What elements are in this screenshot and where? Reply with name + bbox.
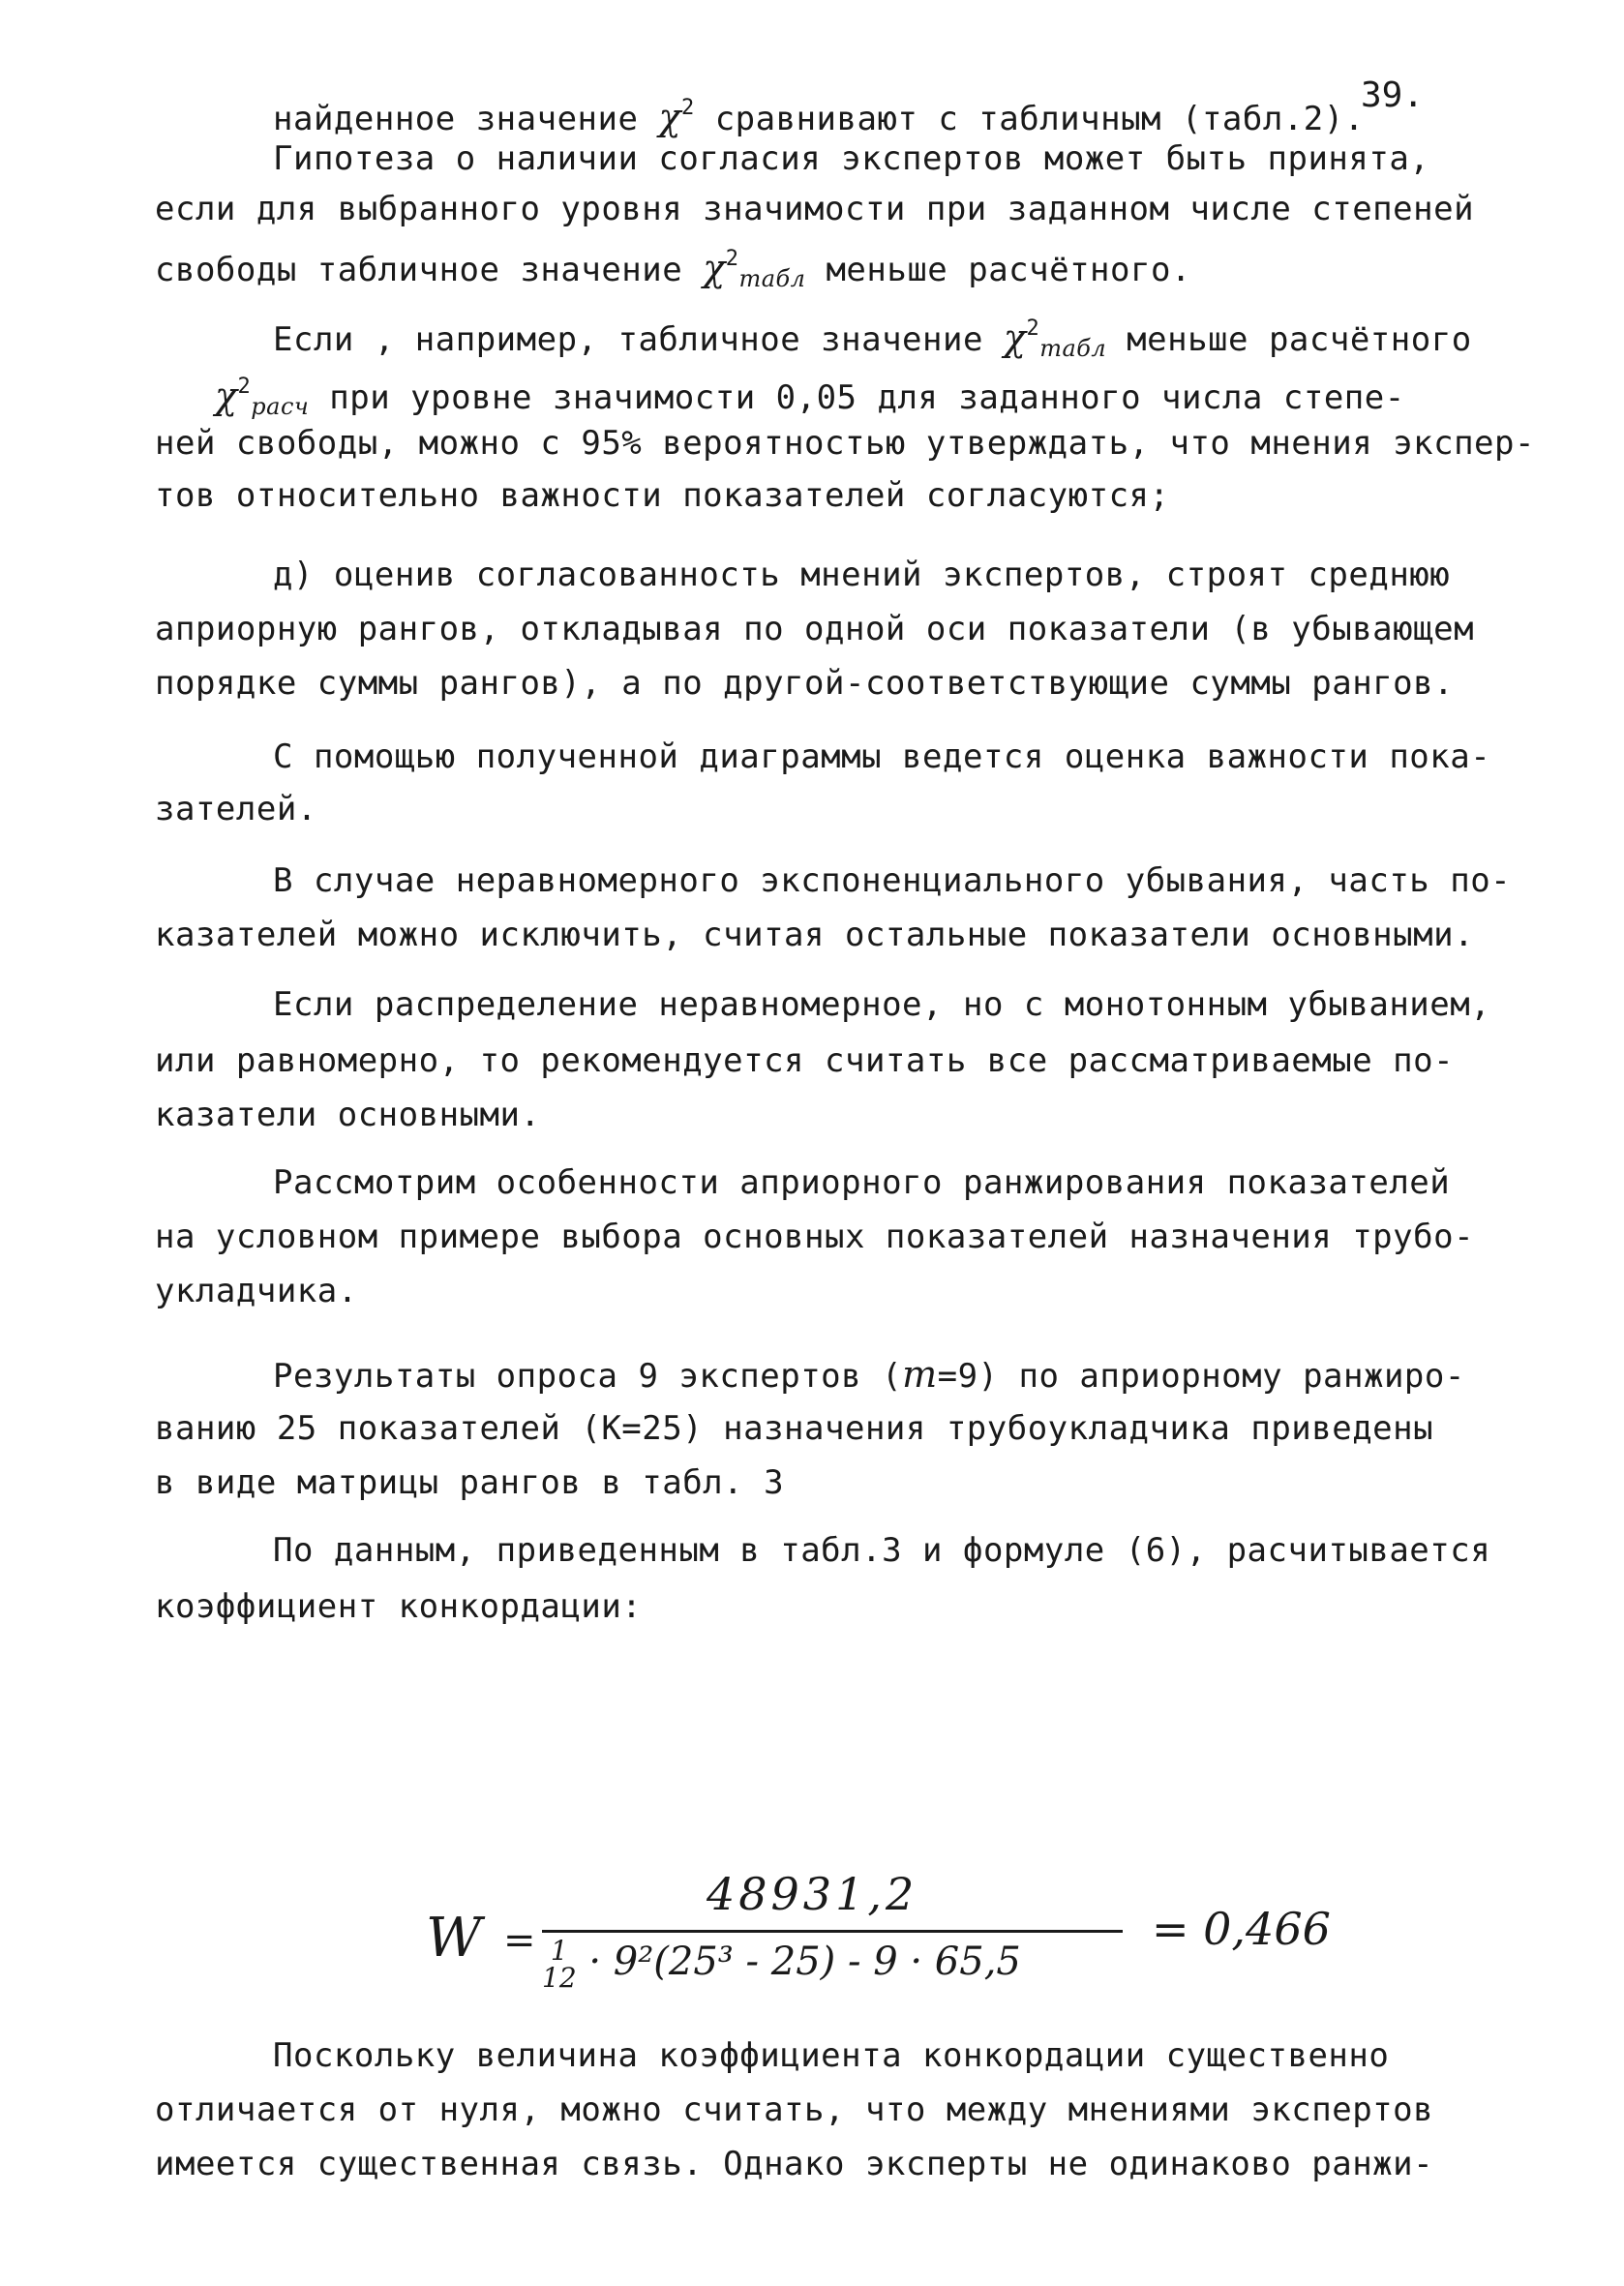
text-line-14: В случае неравномерного экспоненциального убывания, часть по- bbox=[273, 861, 1512, 900]
chi-sub: расч bbox=[251, 393, 310, 420]
chi-sup: 2 bbox=[725, 247, 739, 271]
text-line-27: Поскольку величина коэффициента конкордации существенно bbox=[273, 2036, 1390, 2075]
text-line-4 bbox=[155, 238, 1529, 300]
line-6-post: при уровне значимости 0,05 для заданного числа степе- bbox=[309, 378, 1405, 417]
m-symbol: m bbox=[902, 1353, 938, 1396]
page-number: 39. bbox=[1361, 75, 1425, 115]
text-line-18: казатели основными. bbox=[155, 1096, 541, 1134]
text-line-26: коэффициент конкордации: bbox=[155, 1587, 643, 1626]
frac-denominator: 12 bbox=[542, 1962, 577, 1994]
chi-sub: табл bbox=[1039, 335, 1107, 362]
text-line-7: ней свободы, можно с 95% вероятностью утверждать, что мнения экспер- bbox=[155, 424, 1535, 463]
text-line-2: Гипотеза о наличии согласия экспертов может быть принята, bbox=[273, 139, 1430, 178]
chi-symbol: χ bbox=[1003, 316, 1027, 359]
text-line-9: д) оценив согласованность мнений экспертов, строят среднюю bbox=[273, 556, 1451, 594]
text-line-23: ванию 25 показателей (К=25) назначения трубоукладчика приведены bbox=[155, 1409, 1434, 1448]
text-line-29: имеется существенная связь. Однако эксперты не одинаково ранжи- bbox=[155, 2145, 1434, 2183]
text-line-11: порядке суммы рангов), а по другой-соответствующие суммы рангов. bbox=[155, 664, 1455, 703]
text-line-17: или равномерно, то рекомендуется считать все рассматриваемые по- bbox=[155, 1041, 1455, 1080]
one-twelfth bbox=[542, 1935, 577, 1994]
text-line-20: на условном примере выбора основных показателей назначения трубо- bbox=[155, 1218, 1475, 1256]
chi-sup: 2 bbox=[237, 375, 252, 399]
line-1-pre: найденное значение bbox=[273, 100, 659, 138]
line-5-pre: Если , например, табличное значение bbox=[273, 320, 1004, 359]
text-line-24: в виде матрицы рангов в табл. 3 bbox=[155, 1463, 785, 1502]
text-line-12: С помощью полученной диаграммы ведется оценка важности пока- bbox=[273, 737, 1491, 776]
line-22-post: =9) по априорному ранжиро- bbox=[937, 1357, 1465, 1396]
text-line-8: тов относительно важности показателей согласуются; bbox=[155, 476, 1170, 515]
text-line-15: казателей можно исключить, считая остальные показатели основными. bbox=[155, 916, 1475, 954]
chi-sup: 2 bbox=[1026, 316, 1040, 341]
formula-result: = 0,466 bbox=[1152, 1903, 1331, 1955]
concordance-formula bbox=[426, 1868, 1490, 2003]
chi-symbol: χ bbox=[215, 375, 238, 417]
chi-sup: 2 bbox=[680, 96, 695, 120]
text-line-1 bbox=[273, 87, 1624, 140]
text-line-28: отличается от нуля, можно считать, что между мнениями экспертов bbox=[155, 2090, 1434, 2129]
line-4-post: меньше расчётного. bbox=[805, 251, 1191, 289]
text-line-19: Рассмотрим особенности априорного ранжирования показателей bbox=[273, 1163, 1451, 1202]
text-line-16: Если распределение неравномерное, но с монотонным убыванием, bbox=[273, 985, 1491, 1024]
chi-symbol: χ bbox=[703, 247, 726, 289]
formula-equals: = bbox=[503, 1918, 536, 1963]
line-22-pre: Результаты опроса 9 экспертов ( bbox=[273, 1357, 903, 1396]
text-line-5 bbox=[273, 308, 1624, 370]
line-4-pre: свободы табличное значение bbox=[155, 251, 704, 289]
line-5-post: меньше расчётного bbox=[1106, 320, 1472, 359]
formula-lhs: W bbox=[426, 1907, 482, 1970]
text-line-22 bbox=[273, 1353, 1624, 1398]
chi-sub: табл bbox=[738, 265, 806, 292]
line-1-post: сравнивают с табличным (табл.2). bbox=[694, 100, 1365, 138]
text-line-13: зателей. bbox=[155, 790, 317, 828]
text-line-25: По данным, приведенным в табл.3 и формуле (6), расчитывается bbox=[273, 1531, 1491, 1570]
denominator-rest: · 9²(25³ - 25) - 9 · 65,5 bbox=[588, 1940, 1021, 1984]
text-line-6 bbox=[215, 366, 1589, 428]
frac-numerator: 1 bbox=[550, 1935, 568, 1967]
chi-symbol: χ bbox=[658, 96, 681, 138]
text-line-3: если для выбранного уровня значимости при заданном числе степеней bbox=[155, 190, 1475, 228]
formula-numerator: 48931,2 bbox=[707, 1868, 918, 1920]
fraction-bar bbox=[542, 1930, 1123, 1933]
formula-denominator bbox=[542, 1935, 1021, 1994]
text-line-21: укладчика. bbox=[155, 1272, 358, 1310]
text-line-10: априорную рангов, откладывая по одной оси показатели (в убывающем bbox=[155, 610, 1475, 648]
